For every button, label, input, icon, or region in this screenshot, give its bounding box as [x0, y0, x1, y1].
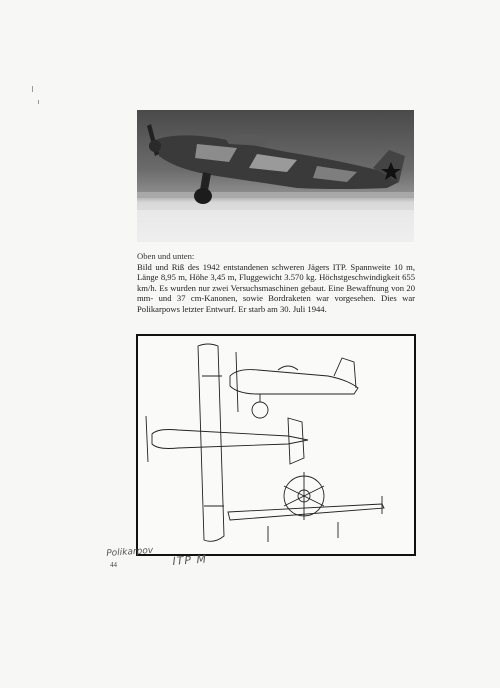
- caption-heading: Oben und unten:: [137, 251, 195, 261]
- page-number: 44: [110, 561, 117, 569]
- aircraft-photo: [137, 110, 414, 242]
- handwritten-note: ITP M: [172, 552, 208, 568]
- scan-speck: [32, 86, 33, 92]
- three-view-drawing: [136, 334, 416, 556]
- photo-caption: [137, 251, 415, 314]
- caption-body: Bild und Riß des 1942 entstandenen schweren Jägers ITP. Spannweite 10 m, Länge 8,95 m, Höhe 3,45 m, Fluggewicht 3.570 kg. Höchstgeschwindigkeit 655 km/h. Es wurden nur zwei Versuchsmaschinen gebaut. Eine Bewaffnung von 20 mm- und 37 cm-Kanonen, sowie Bordraketen war vorgesehen. Dies war Polikarpows letzter Entwurf. Er starb am 30. Juli 1944.: [137, 261, 415, 314]
- handwritten-signature: Polikarpov: [106, 545, 154, 559]
- scan-speck: [38, 100, 39, 104]
